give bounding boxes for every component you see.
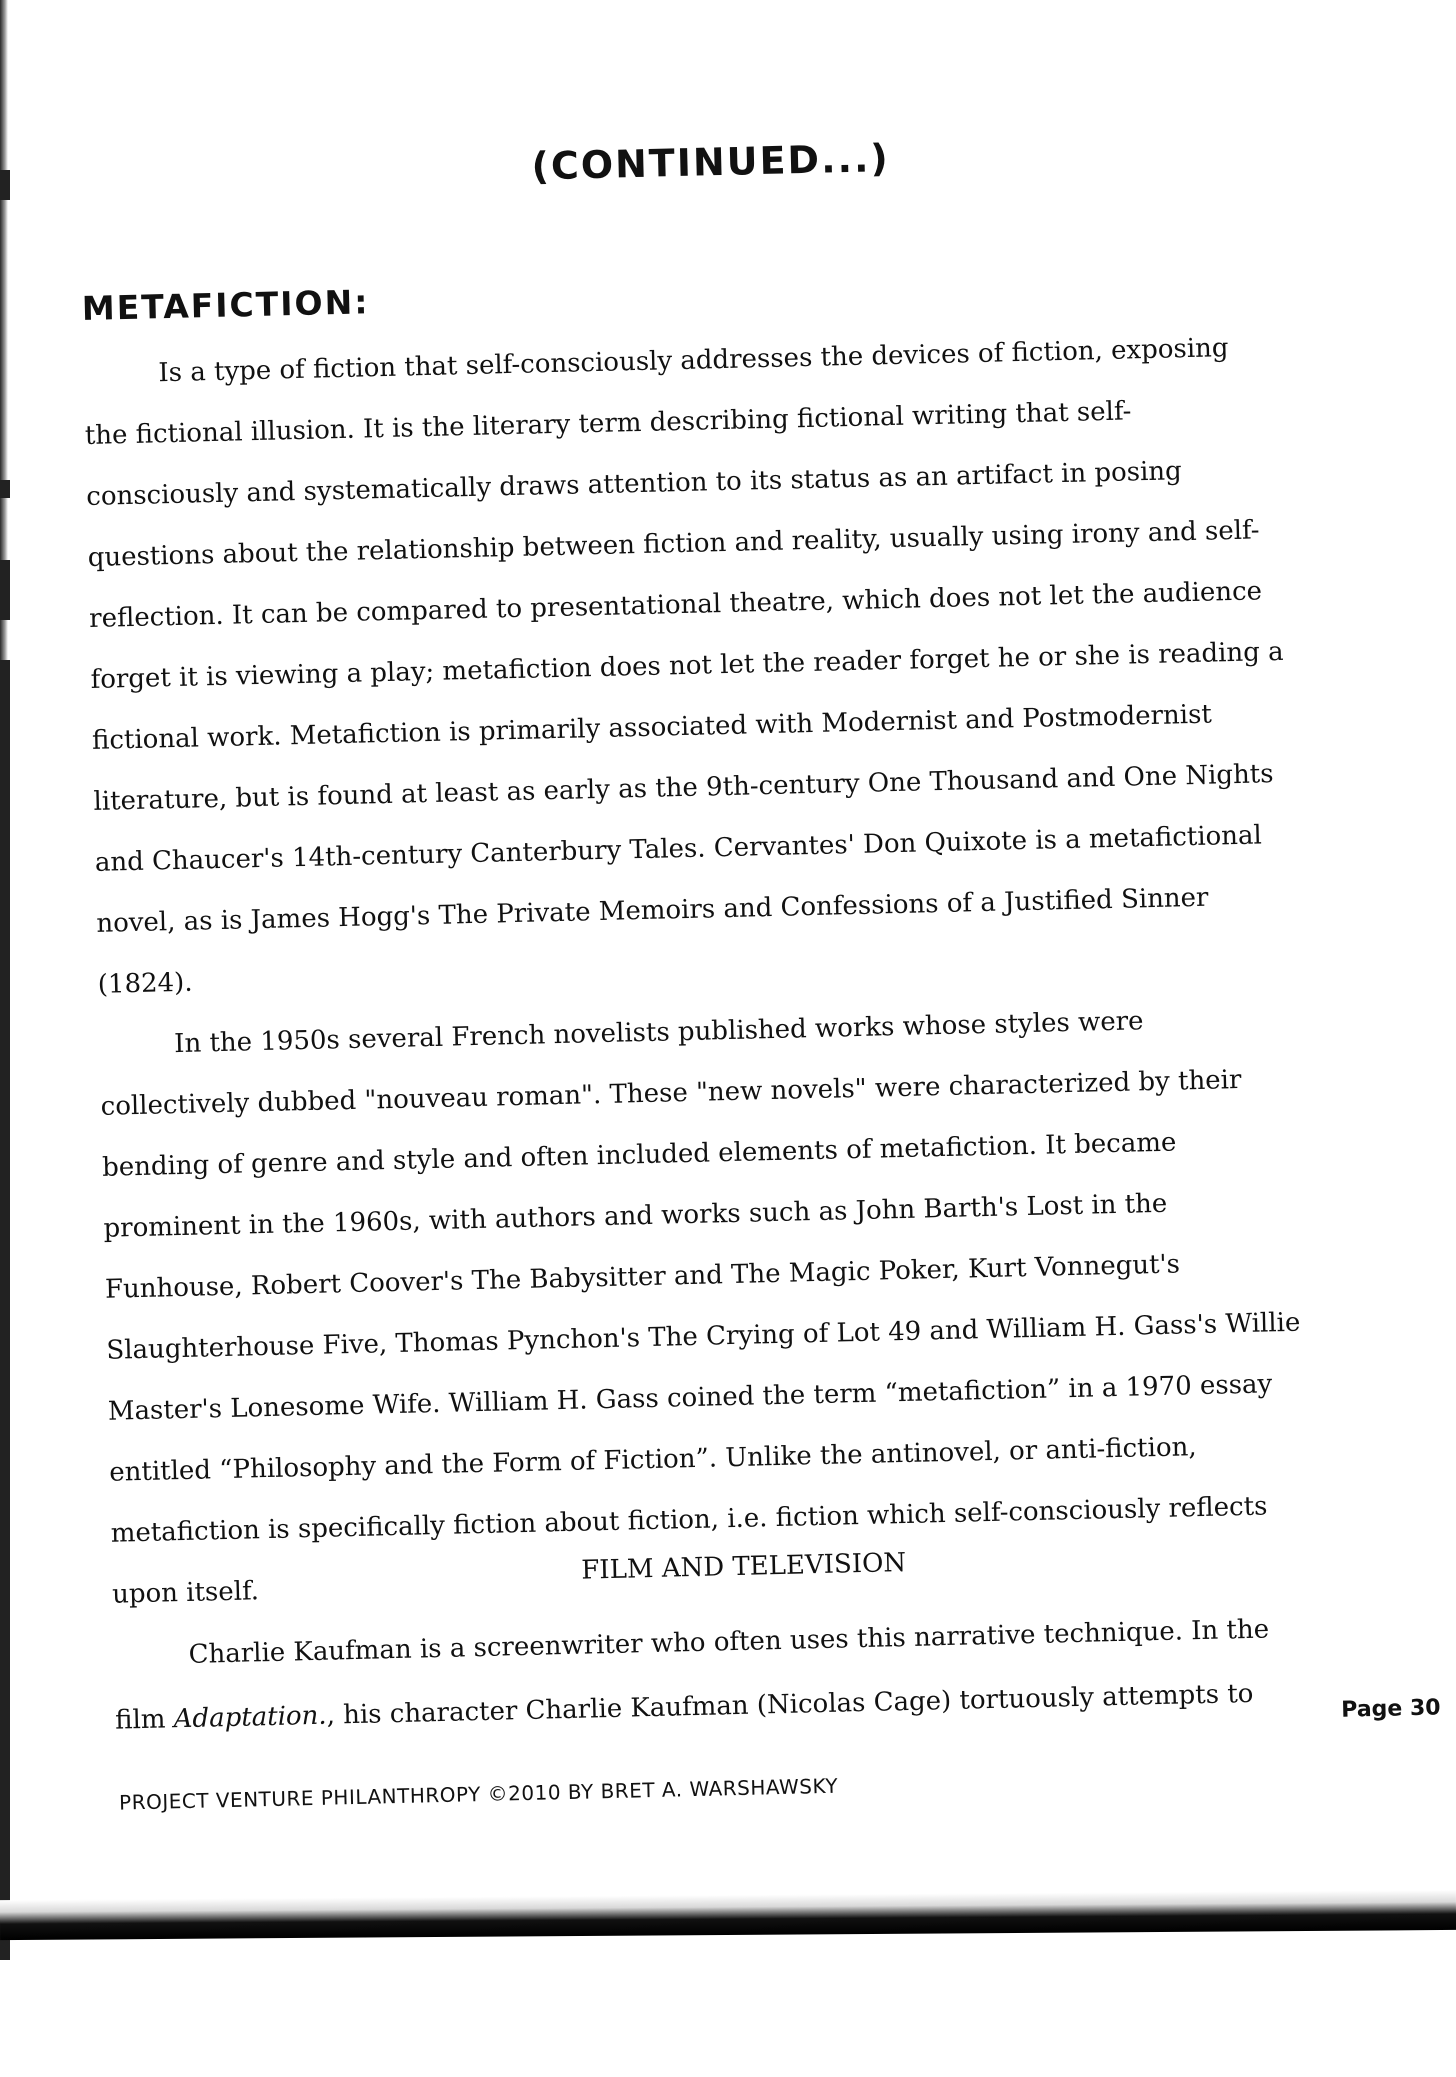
film-section-title: FILM AND TELEVISION [580, 1547, 907, 1586]
paragraph-line: fictional work. Metafiction is primarily associated with Modernist and Postmodernist [91, 699, 1213, 756]
paragraph-line: and Chaucer's 14th-century Canterbury Tales. Cervantes' Don Quixote is a metafictional [94, 820, 1263, 878]
film-prefix: film [114, 1704, 175, 1736]
paragraph-line: upon itself. [111, 1576, 260, 1610]
paragraph-line: prominent in the 1960s, with authors and works such as John Barth's Lost in the [103, 1188, 1168, 1244]
continued-header: (CONTINUED...) [531, 135, 891, 189]
paragraph-line: bending of genre and style and often included elements of metafiction. It became [101, 1127, 1177, 1183]
paragraph-line: novel, as is James Hogg's The Private Memoirs and Confessions of a Justified Sinner [96, 882, 1209, 939]
metafiction-body [83, 316, 1353, 1626]
paragraph-line: forget it is viewing a play; metafiction does not let the reader forget he or she is reading a [90, 636, 1284, 695]
paragraph-line: Slaughterhouse Five, Thomas Pynchon's The Crying of Lot 49 and William H. Gass's Willie [106, 1307, 1301, 1366]
paragraph-line: (1824). [97, 967, 193, 1000]
section-heading: METAFICTION: [81, 282, 370, 329]
paragraph-line: questions about the relationship between fiction and reality, usually using irony and self- [87, 515, 1260, 573]
paragraph-line: entitled “Philosophy and the Form of Fiction”. Unlike the antinovel, or anti-fiction, [108, 1432, 1197, 1488]
paragraph-line: metafiction is specifically fiction about fiction, i.e. fiction which self-consciously reflects [110, 1491, 1268, 1549]
paragraph-line: Charlie Kaufman is a screenwriter who often uses this narrative technique. In the [188, 1614, 1270, 1670]
film-rest: , his character Charlie Kaufman (Nicolas Cage) tortuously attempts to [326, 1678, 1254, 1731]
paragraph-line: literature, but is found at least as early as the 9th-century One Thousand and One Nights [93, 759, 1274, 817]
paragraph-line: Funhouse, Robert Coover's The Babysitter and The Magic Poker, Kurt Vonnegut's [104, 1249, 1181, 1305]
paragraph-line: consciously and systematically draws attention to its status as an artifact in posing [85, 456, 1183, 513]
paragraph-line: reflection. It can be compared to presentational theatre, which does not let the audience [88, 576, 1263, 634]
film-title-italic: Adaptation. [173, 1700, 327, 1735]
paragraph-line: Is a type of fiction that self-consciously addresses the devices of fiction, exposing [158, 333, 1229, 389]
paragraph-line: In the 1950s several French novelists published works whose styles were [173, 1006, 1144, 1060]
paragraph-line: the fictional illusion. It is the literary term describing fictional writing that self- [84, 396, 1132, 452]
paragraph-line: Master's Lonesome Wife. William H. Gass coined the term “metafiction” in a 1970 essay [107, 1369, 1273, 1427]
footer-copyright: PROJECT VENTURE PHILANTHROPY ©2010 BY BRET A. WARSHAWSKY [118, 1773, 839, 1815]
paragraph-line: collectively dubbed "nouveau roman". These "new novels" were characterized by their [100, 1064, 1242, 1122]
page-number: Page 30 [1340, 1695, 1441, 1723]
